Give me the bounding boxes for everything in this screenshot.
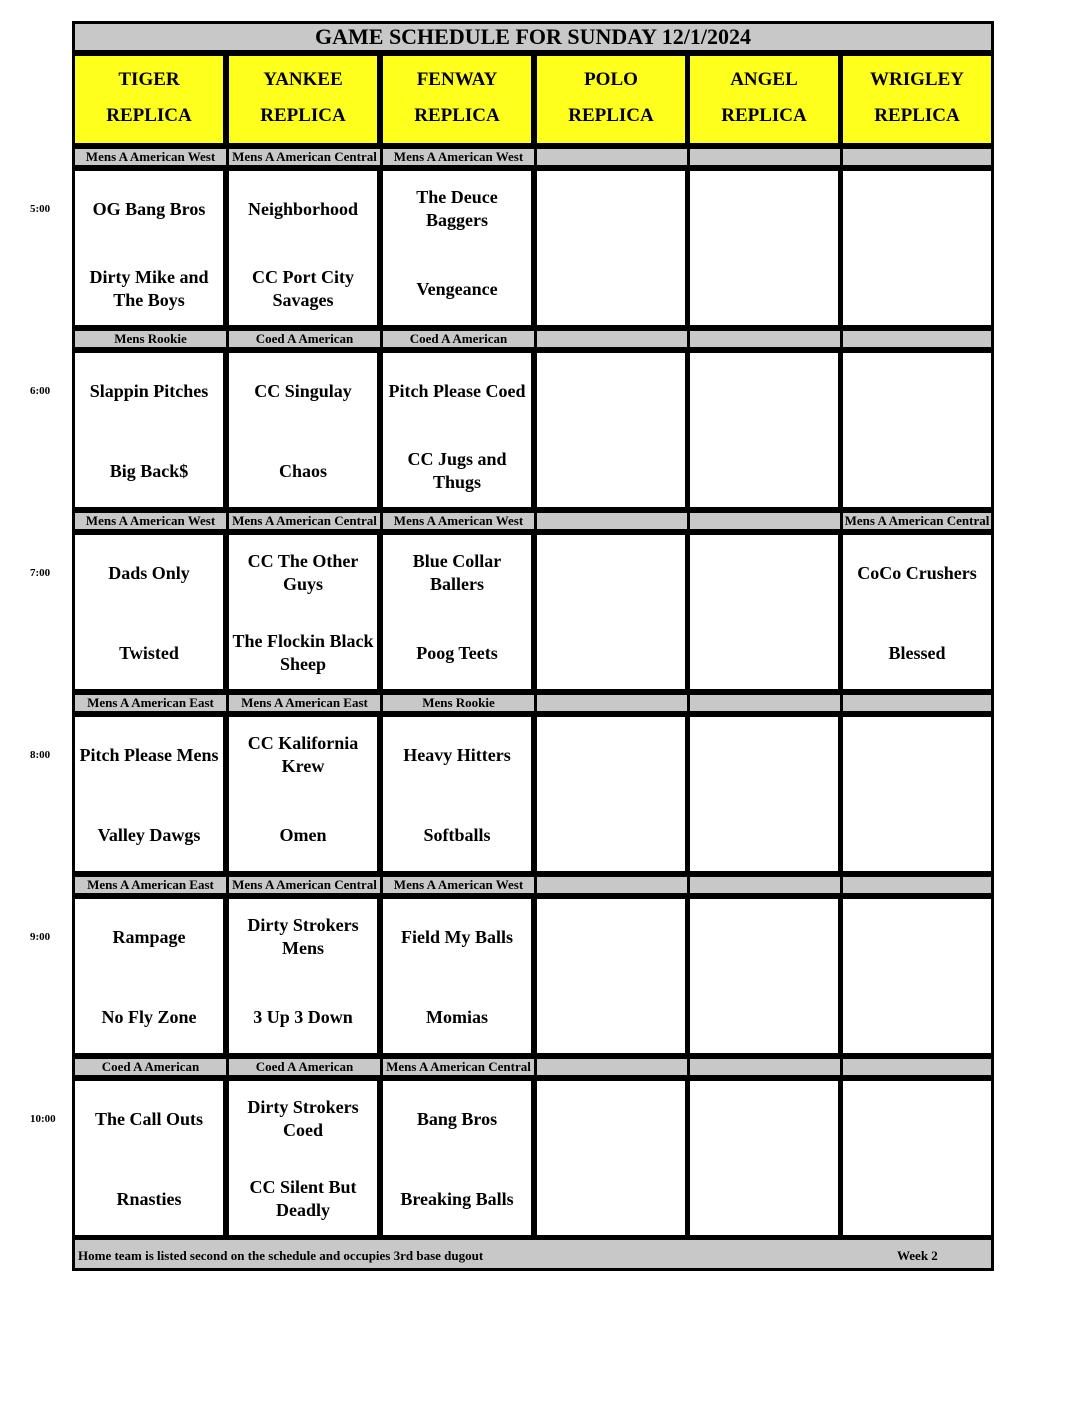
home-team: Momias (426, 1006, 488, 1027)
home-team: Twisted (119, 642, 179, 663)
division-label: Coed A American (380, 331, 534, 347)
away-team: Heavy Hitters (403, 744, 511, 765)
home-team (690, 1169, 838, 1229)
division-label (687, 1059, 841, 1075)
division-row (72, 874, 994, 896)
field-type: REPLICA (106, 105, 192, 126)
home-team (537, 623, 685, 683)
away-team (843, 725, 991, 785)
division-label (687, 149, 841, 165)
home-team (690, 623, 838, 683)
home-team: CC Port City Savages (252, 267, 354, 310)
away-team: Blue Collar Ballers (412, 551, 502, 594)
division-label: Mens A American East (72, 695, 226, 711)
game-cell (534, 532, 688, 692)
field-name: ANGEL (730, 69, 798, 90)
game-cell (687, 1078, 841, 1238)
away-team: Dirty Strokers Mens (247, 915, 359, 958)
footer-bar (72, 1237, 994, 1271)
away-team: Pitch Please Mens (79, 744, 219, 765)
division-label: Mens A American Central (226, 149, 380, 165)
game-cell (840, 168, 994, 328)
home-team: Omen (279, 824, 327, 845)
away-team (537, 1089, 685, 1149)
game-cell (687, 714, 841, 874)
game-cell (226, 532, 380, 692)
field-name: YANKEE (263, 69, 343, 90)
home-team: Big Back$ (109, 460, 189, 481)
away-team (537, 907, 685, 967)
home-team (843, 259, 991, 319)
away-team (537, 361, 685, 421)
away-team (690, 361, 838, 421)
division-label (534, 695, 688, 711)
game-cell (72, 896, 226, 1056)
home-team (843, 1169, 991, 1229)
game-cell (687, 532, 841, 692)
game-cell (840, 714, 994, 874)
division-label: Mens Rookie (72, 331, 226, 347)
division-row (72, 146, 994, 168)
game-cell (534, 168, 688, 328)
game-cell (380, 1078, 534, 1238)
field-type: REPLICA (721, 105, 807, 126)
away-team (843, 361, 991, 421)
game-cell (226, 1078, 380, 1238)
home-team: Rnasties (116, 1188, 182, 1209)
field-header-angel (687, 53, 841, 146)
division-label: Coed A American (226, 331, 380, 347)
field-name: POLO (584, 69, 638, 90)
division-label: Mens A American West (380, 877, 534, 893)
home-team: CC Silent But Deadly (249, 1177, 357, 1220)
schedule-title: GAME SCHEDULE FOR SUNDAY 12/1/2024 (72, 21, 994, 53)
away-team: Bang Bros (416, 1108, 498, 1129)
division-label (840, 149, 994, 165)
game-cell (840, 896, 994, 1056)
division-label: Mens Rookie (380, 695, 534, 711)
division-label (534, 149, 688, 165)
division-label: Coed A American (226, 1059, 380, 1075)
away-team (843, 907, 991, 967)
time-label: 6:00 (30, 385, 51, 397)
division-row (72, 328, 994, 350)
time-label: 10:00 (30, 1113, 56, 1125)
away-team: Rampage (112, 926, 186, 947)
home-team: Blessed (888, 642, 946, 663)
game-cell (72, 1078, 226, 1238)
away-team: CC Singulay (254, 380, 352, 401)
division-label (687, 877, 841, 893)
division-label (534, 877, 688, 893)
home-team: Vengeance (416, 278, 498, 299)
week-label: Week 2 (897, 1248, 938, 1263)
game-cell (226, 896, 380, 1056)
away-team (690, 907, 838, 967)
division-label (534, 331, 688, 347)
division-row (72, 510, 994, 532)
field-header-polo (534, 53, 688, 146)
time-label: 8:00 (30, 749, 51, 761)
away-team (690, 543, 838, 603)
field-header-tiger (72, 53, 226, 146)
game-cell (72, 350, 226, 510)
division-label: Mens A American Central (226, 513, 380, 529)
away-team (537, 725, 685, 785)
game-cell (687, 168, 841, 328)
home-team (843, 441, 991, 501)
away-team: CoCo Crushers (857, 562, 977, 583)
home-team: The Flockin Black Sheep (232, 631, 374, 674)
game-cell (380, 168, 534, 328)
away-team: OG Bang Bros (92, 198, 206, 219)
field-type: REPLICA (260, 105, 346, 126)
away-team: Dads Only (108, 562, 190, 583)
home-team (843, 987, 991, 1047)
field-type: REPLICA (414, 105, 500, 126)
home-team: Chaos (278, 460, 327, 481)
division-label (687, 513, 841, 529)
field-name: FENWAY (416, 69, 498, 90)
home-team: 3 Up 3 Down (253, 1006, 353, 1027)
game-cell (226, 714, 380, 874)
division-label (840, 877, 994, 893)
home-team (690, 987, 838, 1047)
game-cell (380, 350, 534, 510)
away-team: The Call Outs (94, 1108, 204, 1129)
division-label: Mens A American Central (226, 877, 380, 893)
home-team (690, 259, 838, 319)
time-label: 7:00 (30, 567, 51, 579)
field-header-yankee (226, 53, 380, 146)
home-team (537, 805, 685, 865)
home-team (843, 805, 991, 865)
division-label: Mens A American Central (380, 1059, 534, 1075)
game-cell (226, 350, 380, 510)
game-cell (72, 714, 226, 874)
time-label: 9:00 (30, 931, 51, 943)
home-team: No Fly Zone (101, 1006, 197, 1027)
home-team: Dirty Mike and The Boys (89, 267, 209, 310)
division-label: Mens A American West (380, 513, 534, 529)
division-label (840, 1059, 994, 1075)
footer-note: Home team is listed second on the schedule and occupies 3rd base dugout (78, 1248, 484, 1263)
home-team: Breaking Balls (400, 1188, 514, 1209)
away-team: CC The Other Guys (247, 551, 359, 594)
division-label: Mens A American West (72, 149, 226, 165)
home-team: Poog Teets (416, 642, 498, 663)
home-team: Valley Dawgs (97, 824, 201, 845)
away-team: The Deuce Baggers (416, 187, 498, 230)
home-team (537, 441, 685, 501)
away-team: Pitch Please Coed (388, 380, 526, 401)
division-row (72, 692, 994, 714)
division-label (687, 331, 841, 347)
game-cell (687, 350, 841, 510)
game-cell (534, 714, 688, 874)
away-team (537, 543, 685, 603)
division-label (840, 331, 994, 347)
game-cell (534, 1078, 688, 1238)
away-team: Slappin Pitches (89, 380, 209, 401)
game-cell (380, 532, 534, 692)
away-team (537, 179, 685, 239)
away-team (843, 1089, 991, 1149)
division-label: Mens A American Central (840, 513, 994, 529)
division-label: Mens A American West (380, 149, 534, 165)
field-header-wrigley (840, 53, 994, 146)
field-header-fenway (380, 53, 534, 146)
division-label: Mens A American East (72, 877, 226, 893)
game-cell (840, 1078, 994, 1238)
home-team (537, 1169, 685, 1229)
division-label (687, 695, 841, 711)
home-team (537, 259, 685, 319)
away-team: CC Kalifornia Krew (247, 733, 359, 776)
game-cell (840, 350, 994, 510)
division-label (534, 513, 688, 529)
away-team (690, 1089, 838, 1149)
field-name: TIGER (118, 69, 180, 90)
field-type: REPLICA (874, 105, 960, 126)
away-team (690, 179, 838, 239)
home-team (537, 987, 685, 1047)
time-label: 5:00 (30, 203, 51, 215)
game-cell (380, 714, 534, 874)
game-cell (72, 168, 226, 328)
home-team: CC Jugs and Thugs (407, 449, 507, 492)
game-cell (380, 896, 534, 1056)
away-team: Field My Balls (401, 926, 513, 947)
game-cell (534, 896, 688, 1056)
home-team (690, 441, 838, 501)
division-label: Mens A American West (72, 513, 226, 529)
game-cell (226, 168, 380, 328)
division-row (72, 1056, 994, 1078)
division-label (534, 1059, 688, 1075)
away-team: Dirty Strokers Coed (247, 1097, 359, 1140)
field-name: WRIGLEY (870, 69, 964, 90)
division-label: Mens A American East (226, 695, 380, 711)
division-label (840, 695, 994, 711)
game-cell (534, 350, 688, 510)
game-cell (687, 896, 841, 1056)
division-label: Coed A American (72, 1059, 226, 1075)
game-cell (72, 532, 226, 692)
away-team: Neighborhood (247, 198, 359, 219)
field-type: REPLICA (568, 105, 654, 126)
away-team (843, 179, 991, 239)
home-team: Softballs (423, 824, 491, 845)
home-team (690, 805, 838, 865)
game-cell (840, 532, 994, 692)
away-team (690, 725, 838, 785)
